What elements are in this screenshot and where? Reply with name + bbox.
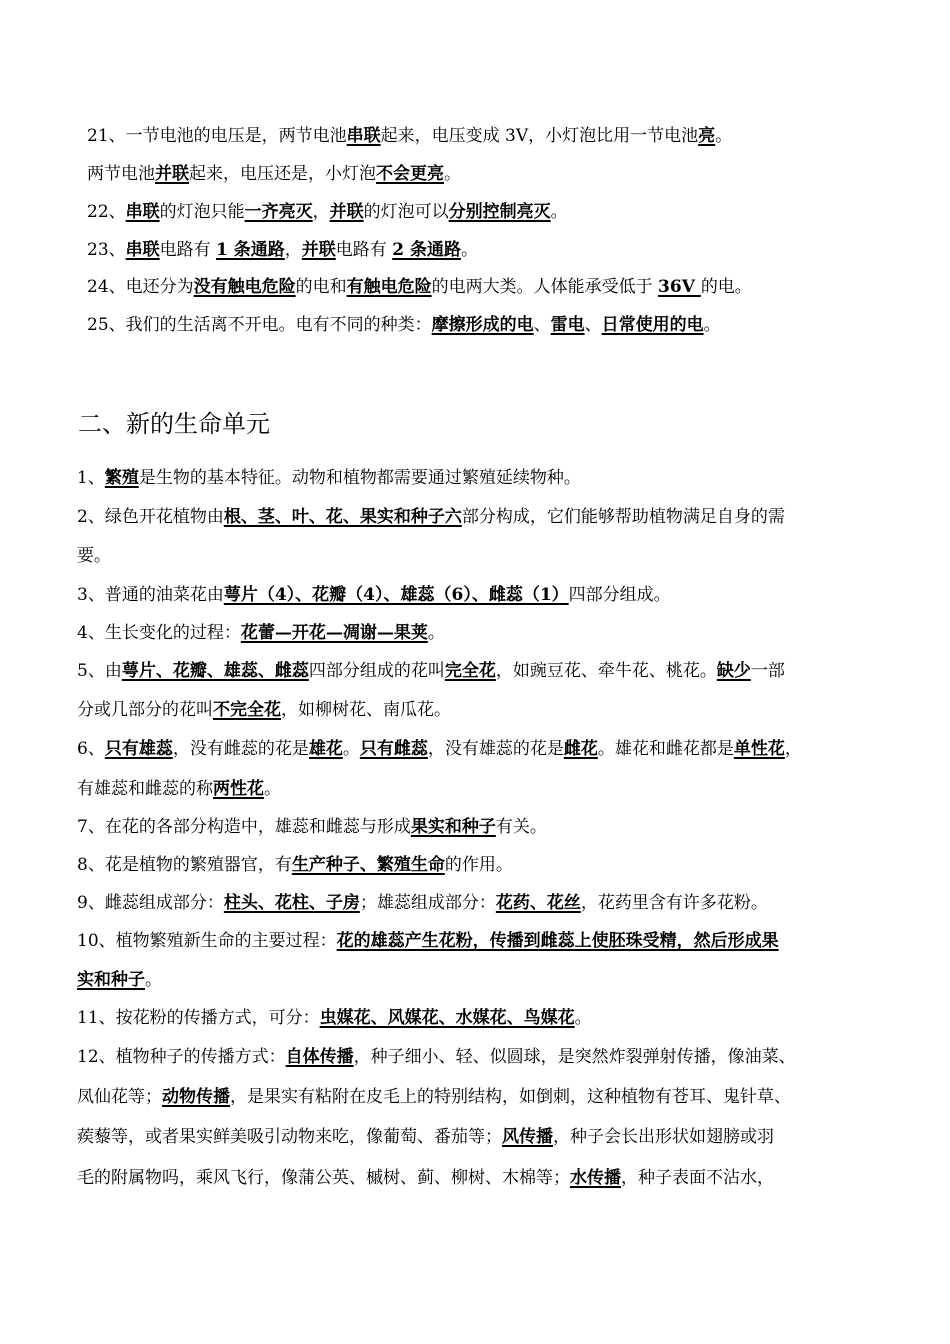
key-term: 动物传播 bbox=[162, 1087, 230, 1107]
text-segment: ， bbox=[284, 240, 302, 260]
text-segment: 。 bbox=[427, 623, 445, 643]
text-segment: 6、 bbox=[77, 739, 105, 759]
text-segment: 。 bbox=[264, 779, 281, 799]
text-segment: 蒺藜等，或者果实鲜美吸引动物来吃，像葡萄、番茄等； bbox=[77, 1127, 502, 1147]
text-segment: 。 bbox=[550, 202, 568, 222]
key-term: 柱头、花柱、子房 bbox=[223, 893, 360, 913]
text-line bbox=[77, 1166, 774, 1190]
text-segment: ，种子表面不沾水， bbox=[621, 1168, 774, 1188]
text-segment: 分或几部分的花叫 bbox=[77, 700, 213, 720]
key-term: 雄花 bbox=[308, 739, 343, 759]
text-segment: ，是果实有粘附在皮毛上的特别结构，如倒刺，这种植物有苍耳、鬼针草、 bbox=[230, 1087, 791, 1107]
text-line bbox=[87, 124, 732, 148]
text-segment: 。 bbox=[444, 164, 461, 184]
text-segment: 的灯泡只能 bbox=[159, 202, 245, 222]
key-term: 风传播 bbox=[502, 1127, 553, 1147]
text-segment: ， bbox=[312, 202, 330, 222]
key-term: 雌花 bbox=[563, 739, 598, 759]
text-segment: 1、 bbox=[77, 468, 105, 488]
text-segment: 的作用。 bbox=[444, 855, 513, 875]
text-segment: 。 bbox=[342, 739, 360, 759]
key-term: 有触电危险 bbox=[346, 277, 432, 297]
text-segment: 凤仙花等； bbox=[77, 1087, 162, 1107]
text-segment: 电路有 bbox=[335, 240, 393, 260]
text-segment: ， bbox=[784, 739, 802, 759]
key-term: 缺少 bbox=[716, 661, 751, 681]
key-term: 36V bbox=[658, 277, 701, 297]
text-line bbox=[77, 698, 451, 722]
key-term: 单性花 bbox=[733, 739, 785, 759]
key-term: 2 条通路 bbox=[392, 240, 461, 260]
key-term: 完全花 bbox=[444, 661, 496, 681]
key-term: 只有雌蕊 bbox=[359, 739, 428, 759]
text-segment: 4、生长变化的过程： bbox=[77, 623, 241, 643]
text-segment: 、 bbox=[533, 315, 551, 335]
section-heading: 二、新的生命单元 bbox=[78, 410, 270, 438]
text-segment: 24、电还分为 bbox=[87, 277, 194, 297]
key-term: 只有雄蕊 bbox=[104, 739, 173, 759]
text-segment: 。 bbox=[703, 315, 721, 335]
text-line bbox=[77, 853, 513, 877]
text-segment: 11、按花粉的传播方式，可分： bbox=[77, 1008, 320, 1028]
key-term: 繁殖 bbox=[104, 468, 139, 488]
text-segment: 的电和 bbox=[295, 277, 347, 297]
key-term: 花药、花丝 bbox=[495, 893, 581, 913]
key-term: 串联 bbox=[346, 126, 381, 146]
text-line bbox=[77, 929, 779, 953]
key-term: 不会更亮 bbox=[376, 164, 444, 184]
text-segment: ，没有雄蕊的花是 bbox=[427, 739, 564, 759]
text-line bbox=[77, 815, 547, 839]
text-segment: 的电。 bbox=[700, 277, 752, 297]
key-term: 果实和种子 bbox=[410, 817, 496, 837]
text-line bbox=[77, 1006, 592, 1030]
text-segment: 5、由 bbox=[77, 661, 122, 681]
text-segment: 。 bbox=[574, 1008, 592, 1028]
key-term: 并联 bbox=[329, 202, 364, 222]
key-term: 萼片（4）、花瓣（4）、雄蕊（6）、雌蕊（1） bbox=[223, 585, 569, 605]
text-segment: 一部 bbox=[750, 661, 785, 681]
key-term: 亮 bbox=[698, 126, 716, 146]
key-term: 并联 bbox=[301, 240, 336, 260]
text-segment: 两节电池 bbox=[87, 164, 155, 184]
text-segment: ，没有雌蕊的花是 bbox=[172, 739, 309, 759]
key-term: 雷电 bbox=[550, 315, 585, 335]
text-segment: ，如豌豆花、牵牛花、桃花。 bbox=[495, 661, 717, 681]
key-term: 没有触电危险 bbox=[193, 277, 296, 297]
text-line bbox=[77, 505, 785, 529]
key-term: 串联 bbox=[125, 202, 160, 222]
text-segment: 四部分组成。 bbox=[568, 585, 671, 605]
text-segment: 有关。 bbox=[495, 817, 547, 837]
text-line bbox=[77, 1085, 791, 1109]
text-segment: 2、绿色开花植物由 bbox=[77, 507, 224, 527]
text-segment: 的灯泡可以 bbox=[363, 202, 449, 222]
text-line bbox=[77, 891, 768, 915]
key-term: 摩擦形成的电 bbox=[431, 315, 534, 335]
key-term: 分别控制亮灭 bbox=[448, 202, 551, 222]
text-segment: 部分构成，它们能够帮助植物满足自身的需 bbox=[461, 507, 785, 527]
text-line bbox=[77, 659, 785, 683]
text-segment: 3、普通的油菜花由 bbox=[77, 585, 224, 605]
text-line bbox=[77, 968, 162, 992]
key-term: 根、茎、叶、花、果实和种子六 bbox=[223, 507, 462, 527]
key-term: 自体传播 bbox=[285, 1047, 354, 1067]
text-segment: 。 bbox=[145, 970, 162, 990]
text-segment: 23、 bbox=[87, 240, 126, 260]
text-segment: 12、植物种子的传播方式： bbox=[77, 1047, 286, 1067]
text-line bbox=[87, 275, 752, 299]
key-term: 一齐亮灭 bbox=[244, 202, 313, 222]
key-term: 实和种子 bbox=[77, 970, 145, 990]
text-line bbox=[87, 238, 478, 262]
key-term: 水传播 bbox=[570, 1168, 621, 1188]
text-segment: 8、花是植物的繁殖器官，有 bbox=[77, 855, 292, 875]
key-term: 并联 bbox=[155, 164, 189, 184]
text-segment: 。 bbox=[460, 240, 478, 260]
text-segment: ；雄蕊组成部分： bbox=[359, 893, 496, 913]
text-segment: 7、在花的各部分构造中，雄蕊和雌蕊与形成 bbox=[77, 817, 411, 837]
text-segment: 起来，电压变成 3V，小灯泡比用一节电池 bbox=[380, 126, 699, 146]
text-segment: 、 bbox=[584, 315, 602, 335]
text-segment: 21、一节电池的电压是，两节电池 bbox=[87, 126, 347, 146]
text-segment: ，种子会长出形状如翅膀或羽 bbox=[553, 1127, 774, 1147]
text-segment: 起来，电压还是，小灯泡 bbox=[189, 164, 376, 184]
key-term: 不完全花 bbox=[213, 700, 281, 720]
text-line bbox=[77, 737, 802, 761]
text-segment: 。雄花和雌花都是 bbox=[597, 739, 734, 759]
key-term: 花的雄蕊产生花粉，传播到雌蕊上使胚珠受精，然后形成果 bbox=[336, 931, 779, 951]
text-line bbox=[87, 200, 568, 224]
text-segment: ，种子细小、轻、似圆球，是突然炸裂弹射传播，像油菜、 bbox=[353, 1047, 796, 1067]
text-segment: 9、雌蕊组成部分： bbox=[77, 893, 224, 913]
key-term: 日常使用的电 bbox=[601, 315, 704, 335]
text-segment: 电路有 bbox=[159, 240, 217, 260]
text-segment: 。 bbox=[715, 126, 733, 146]
key-term: 1 条通路 bbox=[216, 240, 285, 260]
key-term: 两性花 bbox=[213, 779, 264, 799]
text-segment: 四部分组成的花叫 bbox=[308, 661, 445, 681]
text-line bbox=[87, 162, 461, 186]
text-line bbox=[77, 621, 445, 645]
key-term: 虫媒花、风媒花、水媒花、鸟媒花 bbox=[319, 1008, 575, 1028]
text-line bbox=[77, 777, 281, 801]
text-segment: 是生物的基本特征。动物和植物都需要通过繁殖延续物种。 bbox=[138, 468, 581, 488]
text-segment: 有雄蕊和雌蕊的称 bbox=[77, 779, 213, 799]
text-line bbox=[77, 1045, 796, 1069]
text-segment: ，花药里含有许多花粉。 bbox=[580, 893, 768, 913]
key-term: 串联 bbox=[125, 240, 160, 260]
text-line bbox=[87, 313, 721, 337]
text-segment: ，如柳树花、南瓜花。 bbox=[281, 700, 451, 720]
text-segment: 10、植物繁殖新生命的主要过程： bbox=[77, 931, 337, 951]
text-segment: 要。 bbox=[77, 546, 111, 566]
text-segment: 22、 bbox=[87, 202, 126, 222]
key-term: 花蕾—开花—凋谢—果荚 bbox=[240, 623, 428, 643]
text-segment: 的电两大类。人体能承受低于 bbox=[431, 277, 659, 297]
text-line bbox=[77, 1125, 774, 1149]
text-segment: 毛的附属物吗，乘风飞行，像蒲公英、槭树、蓟、柳树、木棉等； bbox=[77, 1168, 570, 1188]
text-line bbox=[77, 583, 671, 607]
text-line bbox=[77, 466, 581, 490]
key-term: 生产种子、繁殖生命 bbox=[291, 855, 445, 875]
text-line bbox=[77, 544, 111, 568]
key-term: 萼片、花瓣、雄蕊、雌蕊 bbox=[121, 661, 309, 681]
text-segment: 25、我们的生活离不开电。电有不同的种类： bbox=[87, 315, 432, 335]
